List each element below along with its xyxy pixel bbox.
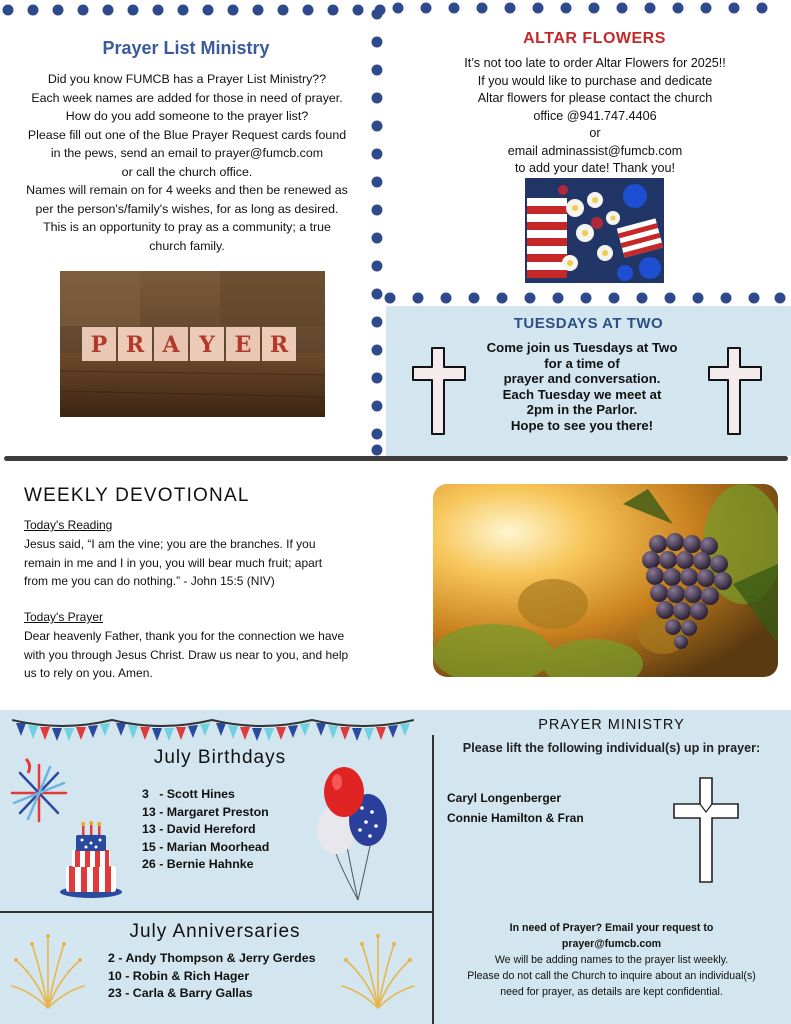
prayer-list-line: How do you add someone to the prayer list?: [65, 109, 309, 123]
prayer-list-body: [12, 70, 362, 255]
cross-icon: [410, 345, 468, 437]
anniversaries-list: [108, 950, 315, 1003]
altar-line: If you would like to purchase and dedicate: [477, 73, 713, 88]
prayer-list-line: This is an opportunity to pray as a community; a true: [43, 220, 331, 234]
prayer-name: Connie Hamilton & Fran: [447, 811, 584, 825]
altar-line: It’s not too late to order Altar Flowers for 2025!!: [464, 56, 726, 70]
birthdays-title: July Birthdays: [153, 747, 287, 768]
section-divider: [4, 456, 788, 461]
block-letter: E: [234, 332, 252, 358]
altar-line: or: [589, 126, 601, 140]
reading-heading: Today's Reading: [24, 518, 113, 532]
prayer-list-line: Please fill out one of the Blue Prayer Request cards found: [27, 127, 347, 142]
bottom-horizontal-divider: [0, 911, 432, 913]
prayer-list-line: per the person's/family's wishes, for as long as desired.: [35, 201, 339, 216]
birthday-entry: 15 - Marian Moorhead: [142, 839, 270, 854]
reading-text: [24, 535, 369, 591]
tuesdays-line: 2pm in the Parlor.: [526, 402, 638, 418]
footer-line: We will be adding names to the prayer list weekly.: [494, 954, 729, 966]
sparkle-burst-icon: [8, 930, 88, 1012]
prayer-list-line: Did you know FUMCB has a Prayer List Ministry??: [47, 72, 327, 86]
altar-line: email adminassist@fumcb.com: [507, 143, 683, 158]
prayer-list-line: or call the church office.: [121, 164, 253, 179]
tuesdays-line: Come join us Tuesdays at Two: [486, 340, 678, 355]
prayer-line: with you through Jesus Christ. Draw us near to you, and help: [24, 647, 349, 662]
footer-email: prayer@fumcb.com: [561, 938, 662, 950]
block-letter: R: [269, 332, 289, 358]
bunting-banner: [12, 714, 414, 748]
prayer-list-title: Prayer List Ministry: [102, 38, 270, 58]
block-letter: A: [162, 332, 180, 358]
tuesdays-line: Hope to see you there!: [510, 417, 654, 433]
center-dot-divider: [370, 10, 384, 458]
reading-line: Jesus said, “I am the vine; you are the branches. If you: [24, 537, 316, 551]
birthday-cake-icon: [58, 820, 124, 900]
cross-icon: [706, 345, 764, 437]
prayer-ministry-title: PRAYER MINISTRY: [538, 717, 685, 733]
footer-line: In need of Prayer? Email your request to: [509, 922, 714, 934]
birthday-entry: 3 - Scott Hines: [142, 787, 235, 801]
prayer-heading: Today's Prayer: [24, 610, 103, 624]
prayer-list-line: in the pews, send an email to prayer@fumcb.com: [50, 146, 324, 160]
mid-right-dot-border: [380, 291, 791, 305]
prayer-names-list: [447, 788, 584, 828]
prayer-line: us to rely on you. Amen.: [24, 666, 153, 680]
birthdays-list: [142, 786, 269, 874]
block-letter: R: [125, 332, 145, 358]
prayer-blocks-photo: [60, 271, 325, 417]
grapes-vineyard-photo: [433, 484, 778, 677]
prayer-text: [24, 627, 369, 683]
birthday-entry: 13 - Margaret Preston: [142, 804, 269, 819]
anniversaries-title: July Anniversaries: [129, 921, 301, 942]
altar-flowers-body: [405, 55, 785, 178]
tuesdays-line: Each Tuesday we meet at: [502, 386, 662, 402]
balloons-icon: [314, 764, 390, 904]
block-letter: Y: [199, 332, 215, 358]
prayer-list-line: church family.: [149, 238, 225, 253]
altar-line: to add your date! Thank you!: [514, 161, 676, 175]
tuesdays-line: prayer and conversation.: [503, 371, 661, 387]
footer-line: need for prayer, as details are kept confidential.: [500, 986, 723, 998]
altar-line: office @941.747.4406: [533, 108, 657, 123]
tuesdays-body: [466, 340, 698, 434]
prayer-list-line: Each week names are added for those in need of prayer.: [31, 90, 343, 105]
block-letter: P: [90, 332, 108, 358]
prayer-ministry-footer: [432, 920, 791, 1000]
tuesdays-line: for a time of: [544, 355, 620, 371]
anniversary-entry: 2 - Andy Thompson & Jerry Gerdes: [108, 951, 316, 965]
prayer-list-line: Names will remain on for 4 weeks and then be renewed as: [26, 183, 348, 197]
top-left-dot-border: [0, 3, 390, 17]
patriotic-flowers-photo: [525, 178, 664, 283]
prayer-line: Dear heavenly Father, thank you for the connection we have: [24, 629, 345, 643]
sparkle-burst-icon: [338, 930, 418, 1012]
altar-line: Altar flowers for please contact the church: [477, 91, 713, 105]
reading-line: from me you can do nothing.” - John 15:5 (NIV): [24, 574, 275, 588]
anniversary-entry: 23 - Carla & Barry Gallas: [108, 986, 253, 1000]
firework-icon: [6, 755, 72, 827]
birthday-entry: 26 - Bernie Hahnke: [142, 857, 254, 871]
prayer-ministry-intro: Please lift the following individual(s) up in prayer:: [462, 741, 761, 755]
cross-icon: [672, 776, 740, 884]
reading-line: remain in me and I in you, you will bear much fruit; apart: [24, 555, 323, 570]
anniversary-entry: 10 - Robin & Rich Hager: [108, 968, 250, 983]
devotional-title: WEEKLY DEVOTIONAL: [24, 485, 250, 506]
prayer-name: Caryl Longenberger: [447, 791, 562, 805]
altar-flowers-title: ALTAR FLOWERS: [523, 30, 666, 47]
footer-line: Please do not call the Church to inquire about an individual(s): [467, 970, 756, 982]
top-right-dot-border: [390, 1, 791, 15]
birthday-entry: 13 - David Hereford: [142, 822, 256, 836]
tuesdays-title: TUESDAYS AT TWO: [513, 315, 664, 332]
